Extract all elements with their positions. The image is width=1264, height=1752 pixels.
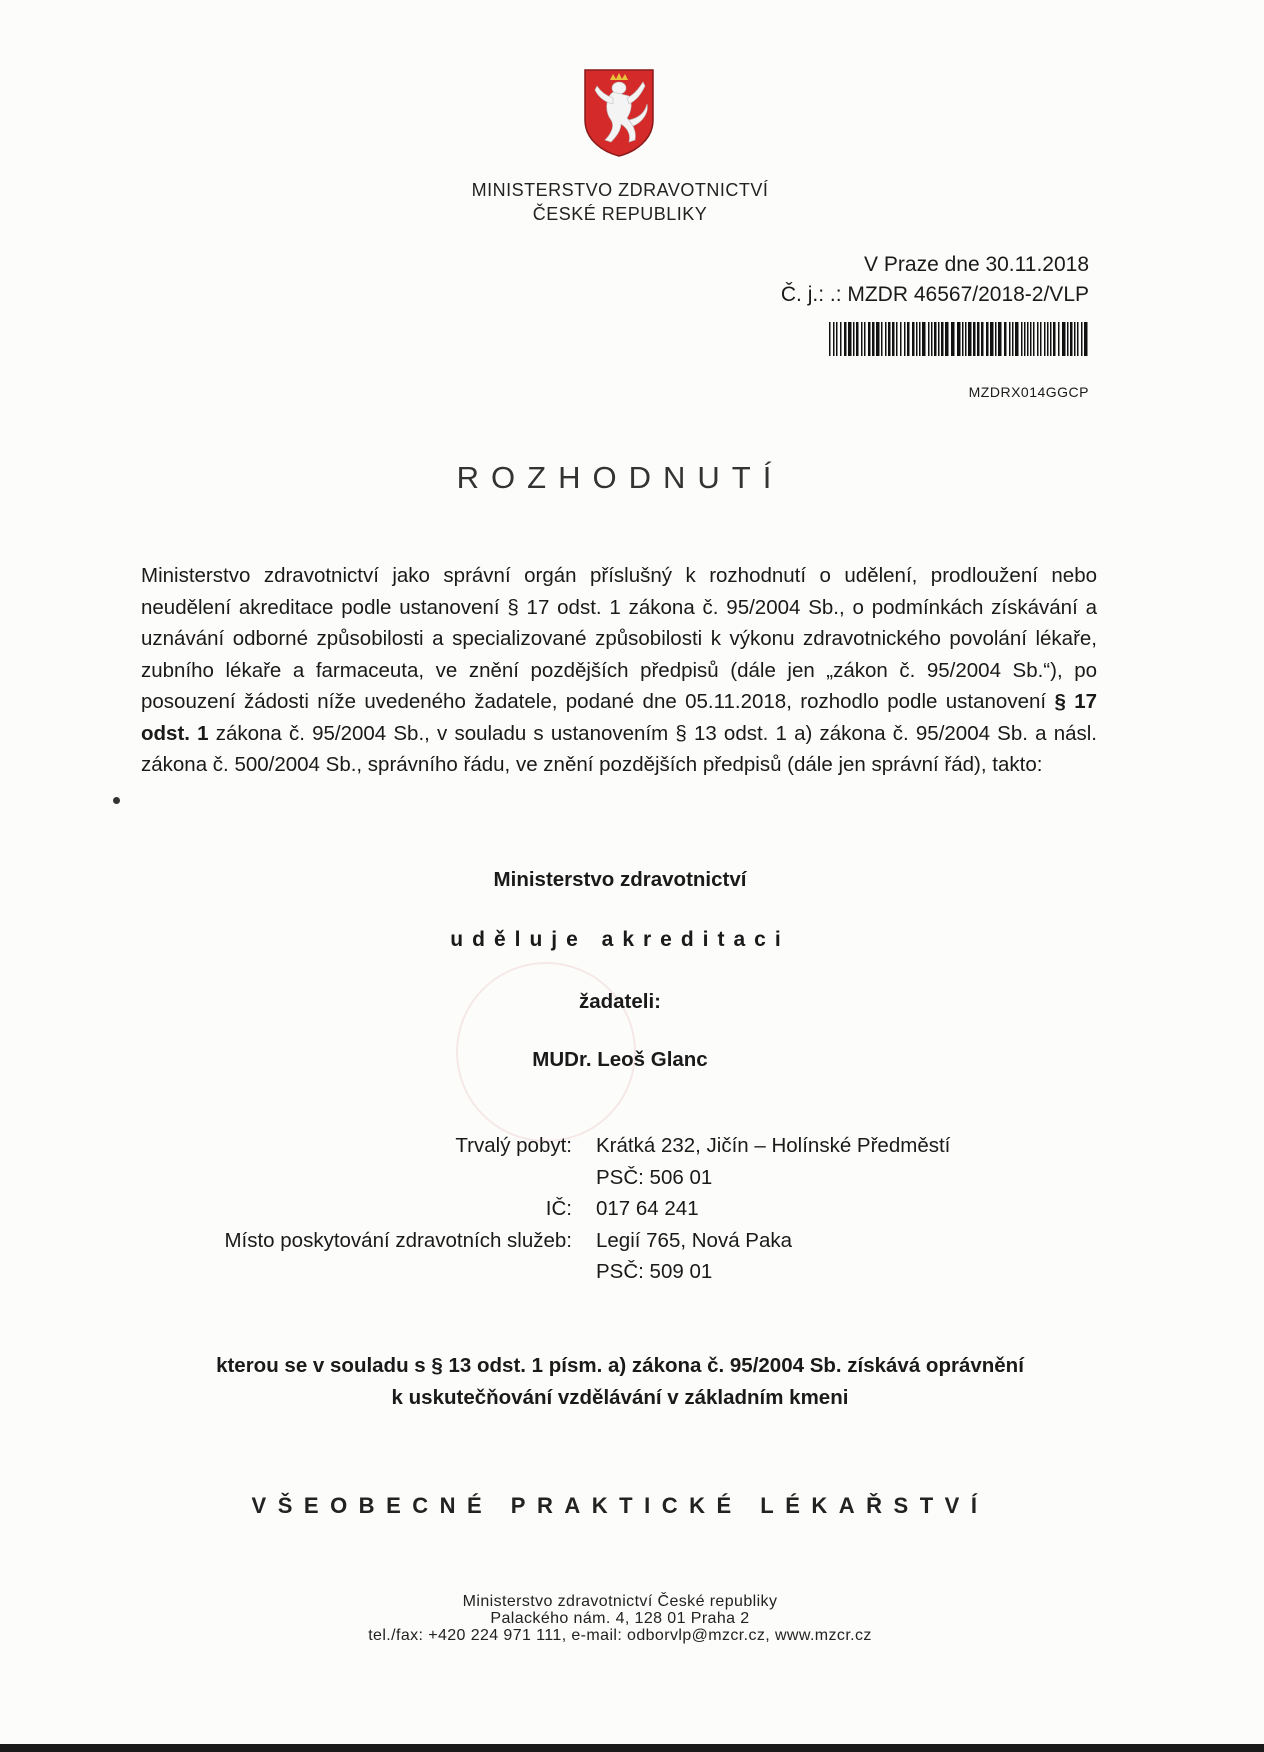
margin-dot xyxy=(113,797,120,804)
intro-text-bold: § 17 odst. 1 xyxy=(141,690,1098,745)
footer xyxy=(0,1593,1240,1644)
value-service-location: Legií 765, Nová Paka xyxy=(596,1228,793,1252)
value-ic: 017 64 241 xyxy=(596,1197,699,1220)
value-permanent-address: Krátká 232, Jičín – Holínské Předměstí xyxy=(596,1134,951,1157)
applicant-label: žadateli: xyxy=(578,990,662,1013)
authorization-clause xyxy=(0,1350,1240,1414)
footer-line1: Ministerstvo zdravotnictví České republiky xyxy=(462,1593,778,1610)
label-service-location: Místo poskytování zdravotních služeb: xyxy=(224,1228,572,1252)
ministry-name xyxy=(0,178,1240,226)
intro-text-part1: Ministerstvo zdravotnictví jako správní orgán příslušný k rozhodnutí o udělení, prodloužení nebo neudělení akreditace podle ustanovení § 17 odst. 1 zákona č. 95/2004 Sb., o podmínkách získávání a uznávání odborné způsobilosti a specializované způsobilosti k výkonu zdravotnického povolání lékaře, zubního lékaře a farmaceuta, ve znění pozdějších předpisů (dále jen „zákon č. 95/2004 Sb.“), po posouzení žádosti níže uvedeného žadatele, podané dne 05.11.2018, rozhodlo podle ustanovení xyxy=(141,564,1097,713)
date-line: V Praze dne 30.11.2018 xyxy=(864,253,1089,276)
program-name: VŠEOBECNÉ PRAKTICKÉ LÉKAŘSTVÍ xyxy=(251,1493,989,1518)
reference-number: Č. j.: .: MZDR 46567/2018-2/VLP xyxy=(780,283,1089,306)
value-postal-code: PSČ: 506 01 xyxy=(596,1165,713,1189)
clause-line2: k uskutečňování vzdělávání v základním kmeni xyxy=(391,1386,849,1409)
applicant-info-values xyxy=(596,1130,1096,1288)
value-service-postal-code: PSČ: 509 01 xyxy=(596,1260,713,1283)
intro-text-part2: zákona č. 95/2004 Sb., v souladu s ustanovením § 13 odst. 1 a) zákona č. 95/2004 Sb. a násl. zákona č. 500/2004 Sb., správního řádu, ve znění pozdějších předpisů (dále jen správní řád), takto: xyxy=(141,721,1097,776)
barcode-icon xyxy=(829,322,1089,356)
applicant-info-labels xyxy=(0,1130,572,1288)
label-permanent-address: Trvalý pobyt: xyxy=(455,1134,572,1157)
date-reference-block xyxy=(781,250,1089,310)
czech-lion-coat-of-arms-icon xyxy=(583,68,655,158)
label-ic: IČ: xyxy=(545,1197,572,1220)
barcode-code: MZDRX014GGCP xyxy=(968,384,1089,400)
applicant-name: MUDr. Leoš Glanc xyxy=(532,1048,708,1071)
label-blank xyxy=(0,1256,572,1288)
scan-edge xyxy=(0,1744,1264,1752)
intro-paragraph xyxy=(141,560,1097,781)
label-blank xyxy=(0,1162,572,1194)
clause-line1: kterou se v souladu s § 13 odst. 1 písm. a) zákona č. 95/2004 Sb. získává oprávnění xyxy=(216,1354,1024,1377)
decision-action: uděluje akreditaci xyxy=(450,928,790,951)
ministry-line1: MINISTERSTVO ZDRAVOTNICTVÍ xyxy=(471,180,769,200)
document-title: ROZHODNUTÍ xyxy=(456,460,784,495)
decision-authority: Ministerstvo zdravotnictví xyxy=(493,868,747,891)
footer-line2: Palackého nám. 4, 128 01 Praha 2 xyxy=(490,1610,750,1627)
ministry-line2: ČESKÉ REPUBLIKY xyxy=(532,204,708,224)
footer-line3: tel./fax: +420 224 971 111, e-mail: odborvlp@mzcr.cz, www.mzcr.cz xyxy=(368,1627,872,1644)
